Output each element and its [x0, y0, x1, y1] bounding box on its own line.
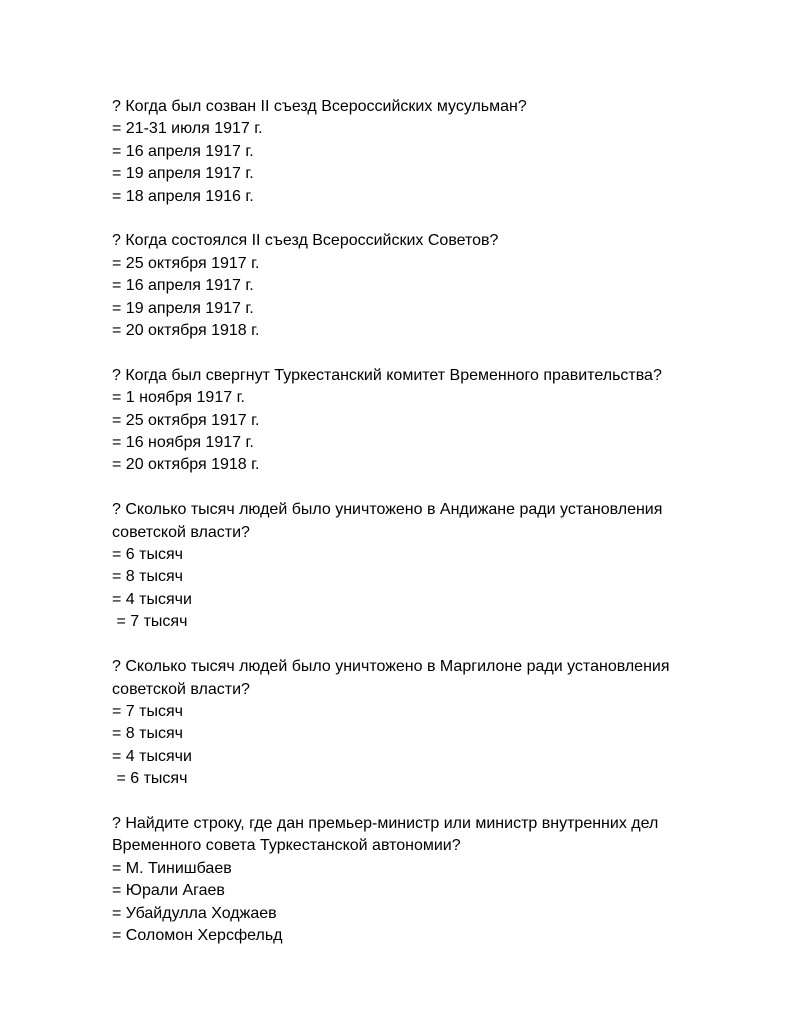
answer-option: = 18 апреля 1916 г.: [112, 187, 254, 205]
answer-option: = Соломон Херсфельд: [112, 926, 283, 944]
answer-option: = 6 тысяч: [112, 546, 183, 564]
answer-option: = 1 ноября 1917 г.: [112, 389, 245, 407]
answer-option: = М. Тинишбаев: [112, 859, 232, 877]
question-text: ? Когда был свергнут Туркестанский комитет Временного правительства?: [112, 366, 662, 384]
question-text: ? Найдите строку, где дан премьер-министр или министр внутренних дел Временного совета Туркестанской автономии?: [112, 814, 659, 855]
answer-option: = 16 апреля 1917 г.: [112, 277, 254, 295]
question-block: [112, 365, 712, 477]
question-text: ? Когда состоялся II съезд Всероссийских Советов?: [112, 232, 499, 250]
answer-option: = 7 тысяч: [112, 702, 183, 720]
question-text: ? Сколько тысяч людей было уничтожено в Маргилоне ради установления советской власти?: [112, 658, 670, 698]
answer-option: = 4 тысячи: [112, 747, 192, 765]
answer-option: = 8 тысяч: [112, 568, 183, 586]
answer-option: = 8 тысяч: [112, 725, 183, 743]
question-block: [112, 230, 712, 342]
question-block: [112, 96, 712, 208]
answer-option: = 6 тысяч: [112, 770, 188, 788]
answer-option: = 25 октября 1917 г.: [112, 411, 260, 429]
answer-option: = Убайдулла Ходжаев: [112, 904, 277, 922]
answer-option: = 19 апреля 1917 г.: [112, 299, 254, 317]
answer-option: = 16 ноября 1917 г.: [112, 434, 254, 452]
answer-option: = 4 тысячи: [112, 590, 192, 608]
answer-option: = 21-31 июля 1917 г.: [112, 120, 263, 138]
answer-option: = 16 апреля 1917 г.: [112, 142, 254, 160]
answer-option: = 7 тысяч: [112, 613, 188, 631]
document-page: [112, 96, 712, 970]
answer-option: = 19 апреля 1917 г.: [112, 165, 254, 183]
question-block: [112, 499, 712, 633]
question-text: ? Сколько тысяч людей было уничтожено в Андижане ради установления советской власти?: [112, 501, 663, 541]
answer-option: = 25 октября 1917 г.: [112, 254, 260, 272]
question-text: ? Когда был созван II съезд Всероссийских мусульман?: [112, 98, 527, 115]
answer-option: = Юрали Агаев: [112, 882, 225, 900]
answer-option: = 20 октября 1918 г.: [112, 456, 260, 474]
question-block: [112, 656, 712, 790]
question-block: [112, 813, 712, 947]
answer-option: = 20 октября 1918 г.: [112, 322, 260, 340]
